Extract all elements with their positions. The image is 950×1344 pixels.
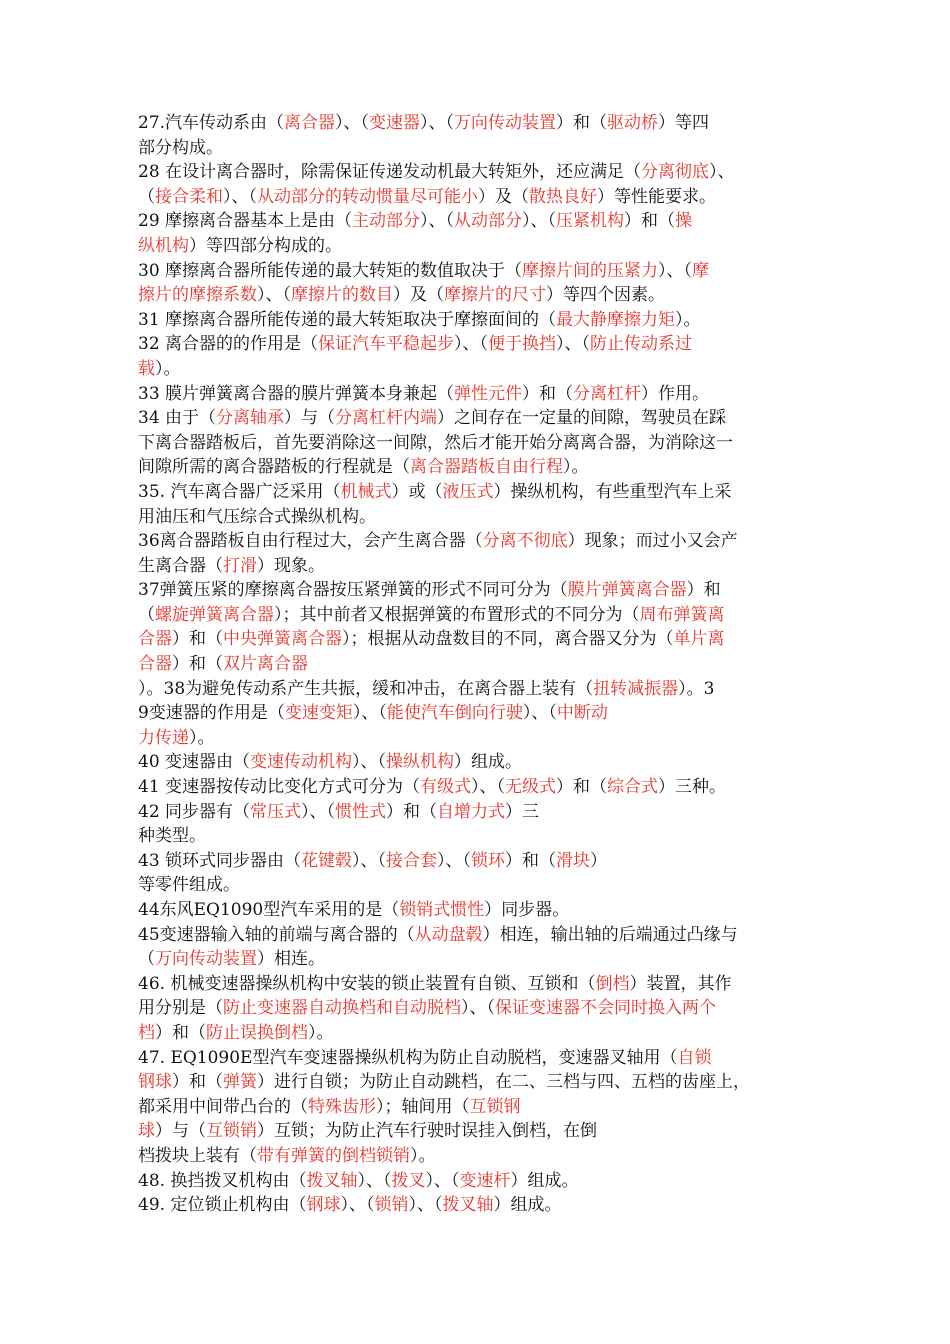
answer-text: 综合式 [607, 777, 659, 798]
answer-text: 分离轴承 [216, 408, 285, 429]
question-text: 42 同步器有（ [138, 801, 251, 822]
answer-text: 周布弹簧离 [639, 604, 725, 625]
answer-text: 扭转减振器 [593, 678, 679, 699]
question-text: （ [138, 186, 155, 207]
question-text: 9变速器的作用是（ [138, 703, 285, 724]
text-line [138, 554, 828, 579]
text-line [138, 185, 828, 210]
answer-text: 分离彻底 [641, 162, 710, 183]
text-line [138, 505, 828, 530]
answer-text: 接合柔和 [155, 186, 223, 207]
question-text: ）现象；而过小又会产 [567, 531, 738, 552]
answer-text: 分离杠杆 [573, 383, 642, 404]
question-text: ） [590, 850, 608, 871]
question-text: ）三 [505, 801, 540, 822]
question-text: 档拨块上装有（ [138, 1145, 257, 1166]
answer-text: 档 [138, 1022, 155, 1043]
answer-text: 合器 [138, 629, 172, 650]
question-text: 40 变速器由（ [138, 752, 251, 773]
question-text: 27.汽车传动系由（ [138, 113, 285, 133]
answer-text: 驱动桥 [607, 113, 659, 133]
answer-text: 惯性式 [335, 801, 387, 822]
text-line [138, 357, 828, 382]
text-line [138, 652, 828, 677]
text-line [138, 923, 828, 948]
text-line [138, 431, 828, 456]
answer-text: 摩 [692, 260, 710, 281]
question-text: ）、（ [420, 113, 455, 133]
question-text: ）、（ [420, 211, 455, 232]
answer-text: 散热良好 [529, 186, 597, 207]
question-text: ）作用。 [641, 383, 710, 404]
question-text: ）和（ [155, 1022, 206, 1043]
question-text: ）和（ [556, 113, 608, 133]
answer-text: 中央弹簧离合器 [223, 629, 342, 650]
answer-text: 防止传动系过 [590, 334, 693, 355]
answer-text: 纵机构 [138, 235, 189, 256]
answer-text: 摩擦片的数目 [291, 285, 393, 306]
answer-text: 能使汽车倒向行驶 [386, 703, 523, 724]
answer-text: 变速器 [369, 113, 421, 133]
answer-text: 摩擦片间的压紧力 [522, 260, 659, 281]
question-text: ）和（ [172, 1072, 223, 1093]
text-line [138, 627, 828, 652]
text-line [138, 996, 828, 1021]
question-text: 45变速器输入轴的前端与离合器的（ [138, 924, 415, 945]
answer-text: 万向传动装置 [155, 949, 257, 970]
question-text: ）、（ [352, 752, 387, 773]
answer-text: 互锁钢 [469, 1096, 521, 1117]
document-body [138, 111, 828, 1218]
question-text: ）。 [155, 358, 181, 379]
question-text: 47. EQ1090E型汽车变速器操纵机构为防止自动脱档，变速器叉轴用（ [138, 1047, 678, 1068]
answer-text: 分离杠杆内端 [335, 408, 438, 429]
question-text: ）相连，输出轴的后端通过凸缘与 [482, 924, 738, 945]
question-text: ）相连。 [257, 949, 325, 970]
answer-text: 变速变矩 [284, 703, 353, 724]
answer-text: 锁销式惯性 [399, 900, 485, 920]
text-line [138, 160, 828, 185]
answer-text: 拨叉轴 [306, 1170, 358, 1191]
question-text: ）组成。 [493, 1195, 562, 1216]
question-text: 用油压和气压综合式操纵机构。 [138, 506, 376, 527]
text-line [138, 849, 828, 874]
answer-text: 双片离合器 [223, 654, 308, 675]
question-text: ）、（ [522, 211, 557, 232]
answer-text: 滑块 [556, 850, 591, 871]
question-text: 29 摩擦离合器基本上是由（ [138, 211, 353, 232]
answer-text: 保证汽车平稳起步 [318, 334, 455, 355]
answer-text: 钢球 [306, 1195, 341, 1216]
text-line [138, 529, 828, 554]
answer-text: 载 [138, 358, 155, 379]
question-text: ）和（ [505, 850, 557, 871]
text-line [138, 406, 828, 431]
text-line [138, 1021, 828, 1046]
question-text: ）。 [410, 1145, 436, 1166]
question-text: ）、（ [454, 334, 489, 355]
answer-text: 螺旋弹簧离合器 [155, 604, 274, 625]
text-line [138, 1144, 828, 1169]
question-text: ）、（ [408, 1195, 443, 1216]
answer-text: 主动部分 [352, 211, 421, 232]
text-line [138, 332, 828, 357]
answer-text: 从动盘毂 [414, 924, 483, 945]
question-text: ）组成。 [510, 1170, 579, 1191]
question-text: ）及（ [478, 186, 529, 207]
answer-text: 自锁 [677, 1047, 712, 1068]
question-text: ）和（ [522, 383, 574, 404]
answer-text: 机械式 [340, 481, 392, 502]
question-text: 28 在设计离合器时，除需保证传递发动机最大转矩外，还应满足（ [138, 162, 642, 183]
answer-text: 拨叉 [391, 1170, 426, 1191]
answer-text: 单片离 [673, 629, 725, 650]
question-text: 34 由于（ [138, 408, 217, 429]
answer-text: 最大静摩擦力矩 [556, 309, 676, 330]
question-text: ）操纵机构，有些重型汽车上采 [493, 481, 732, 502]
question-text: 30 摩擦离合器所能传递的最大转矩的数值取决于（ [138, 260, 523, 281]
question-text: 33 膜片弹簧离合器的膜片弹簧本身兼起（ [138, 383, 455, 404]
question-text: ）等四 [658, 113, 710, 133]
question-text: ）、（ [257, 285, 291, 306]
text-line [138, 947, 828, 972]
question-text: 49. 定位锁止机构由（ [138, 1195, 307, 1216]
answer-text: 特殊齿形 [308, 1096, 376, 1117]
text-line [138, 308, 828, 333]
text-line [138, 259, 828, 284]
question-text: 37弹簧压紧的摩擦离合器按压紧弹簧的形式不同可分为（ [138, 580, 568, 601]
text-line [138, 972, 828, 997]
question-text: 都采用中间带凸台的（ [138, 1096, 308, 1117]
text-line [138, 283, 828, 308]
answer-text: 防止误换倒档 [206, 1022, 308, 1043]
question-text: 48. 换挡拨叉机构由（ [138, 1170, 307, 1191]
answer-text: 压紧机构 [556, 211, 625, 232]
answer-text: 分离不彻底 [482, 531, 568, 552]
text-line [138, 455, 828, 480]
question-text: ）和（ [556, 777, 608, 798]
answer-text: 力传递 [138, 727, 189, 748]
answer-text: 无级式 [505, 777, 557, 798]
answer-text: 常压式 [250, 801, 302, 822]
question-text: 36离合器踏板自由行程过大，会产生离合器（ [138, 531, 483, 552]
answer-text: 离合器踏板自由行程 [410, 457, 563, 478]
answer-text: 互锁销 [206, 1121, 257, 1142]
question-text: ）、 [709, 162, 735, 183]
answer-text: 膜片弹簧离合器 [567, 580, 687, 601]
text-line [138, 480, 828, 505]
answer-text: 花键毂 [301, 850, 353, 871]
answer-text: 操纵机构 [386, 752, 455, 773]
question-text: 31 摩擦离合器所能传递的最大转矩取决于摩擦面间的（ [138, 309, 557, 330]
answer-text: 离合器 [284, 113, 336, 133]
answer-text: 从动部分 [454, 211, 523, 232]
answer-text: 拨叉轴 [442, 1195, 494, 1216]
question-text: ）同步器。 [484, 900, 570, 920]
text-line [138, 775, 828, 800]
text-line [138, 726, 828, 751]
text-line [138, 1169, 828, 1194]
question-text: ）互锁；为防止汽车行驶时误挂入倒档，在倒 [257, 1121, 597, 1142]
question-text: 种类型。 [138, 826, 206, 847]
question-text: 35. 汽车离合器广泛采用（ [138, 481, 341, 502]
text-line [138, 1119, 828, 1144]
answer-text: 防止变速器自动换档和自动脱档 [223, 998, 461, 1019]
question-text: ）、（ [556, 334, 591, 355]
question-text: ）或（ [391, 481, 443, 502]
question-text: ）。 [675, 309, 701, 330]
text-line [138, 677, 828, 702]
text-line [138, 603, 828, 628]
question-text: ）。 [563, 457, 589, 478]
question-text: ）进行自锁；为防止自动跳档，在二、三档与四、五档的齿座上， [257, 1072, 750, 1093]
text-line [138, 1070, 828, 1095]
question-text: ）。 [189, 727, 215, 748]
question-text: ）等性能要求。 [597, 186, 716, 207]
question-text: ）三种。 [658, 777, 727, 798]
question-text: 41 变速器按传动比变化方式可分为（ [138, 777, 421, 798]
answer-text: 带有弹簧的倒档锁销 [257, 1145, 410, 1166]
question-text: ）等四个因素。 [546, 285, 665, 306]
question-text: ）和 [686, 580, 721, 601]
question-text: ）和（ [172, 654, 223, 675]
question-text: 部分构成。 [138, 137, 223, 158]
text-line [138, 701, 828, 726]
question-text: ）与（ [284, 408, 336, 429]
text-line [138, 750, 828, 775]
question-text: ）；轴间用（ [376, 1096, 470, 1117]
answer-text: 锁销 [374, 1195, 409, 1216]
question-text: 43 锁环式同步器由（ [138, 850, 302, 871]
text-line [138, 382, 828, 407]
text-line [138, 578, 828, 603]
question-text: ）、（ [357, 1170, 392, 1191]
question-text: ）、（ [301, 801, 336, 822]
answer-text: 便于换挡 [488, 334, 557, 355]
question-text: ）、（ [352, 850, 387, 871]
answer-text: 液压式 [442, 481, 494, 502]
question-text: ）之间存在一定量的间隙，驾驶员在踩 [437, 408, 727, 429]
answer-text: 中断动 [556, 703, 608, 724]
question-text: ）和（ [624, 211, 676, 232]
text-line [138, 234, 828, 259]
answer-text: 摩擦片的尺寸 [444, 285, 546, 306]
question-text: ）组成。 [454, 752, 523, 773]
text-line [138, 209, 828, 234]
text-line [138, 800, 828, 825]
question-text: 间隙所需的离合器踏板的行程就是（ [138, 457, 410, 478]
question-text: ）。38为避免传动系产生共振，缓和冲击，在离合器上装有（ [138, 678, 594, 699]
answer-text: 接合套 [386, 850, 438, 871]
text-line [138, 1095, 828, 1120]
text-line [138, 873, 828, 898]
answer-text: 锁环 [471, 850, 506, 871]
answer-text: 保证变速器不会同时换入两个 [495, 998, 716, 1019]
question-text: ）现象。 [257, 555, 325, 576]
text-line [138, 1193, 828, 1218]
question-text: ）、（ [223, 186, 257, 207]
answer-text: 从动部分的转动惯量尽可能小 [257, 186, 478, 207]
question-text: ）装置，其作 [629, 973, 732, 994]
question-text: ）；其中前者又根据弹簧的布置形式的不同分为（ [274, 604, 640, 625]
question-text: ）、（ [658, 260, 693, 281]
text-line [138, 898, 828, 923]
question-text: ）、（ [425, 1170, 460, 1191]
answer-text: 钢球 [138, 1072, 172, 1093]
question-text: 生离合器（ [138, 555, 223, 576]
question-text: 等零件组成。 [138, 875, 240, 896]
answer-text: 变速传动机构 [250, 752, 353, 773]
question-text: 44东风EQ1090型汽车采用的是（ [138, 900, 400, 920]
question-text: ）、（ [471, 777, 506, 798]
question-text: 32 离合器的的作用是（ [138, 334, 319, 355]
text-line [138, 1046, 828, 1071]
answer-text: 自增力式 [437, 801, 506, 822]
question-text: （ [138, 604, 155, 625]
answer-text: 打滑 [223, 555, 257, 576]
answer-text: 倒档 [595, 973, 630, 994]
answer-text: 合器 [138, 654, 172, 675]
answer-text: 擦片的摩擦系数 [138, 285, 257, 306]
answer-text: 变速杆 [459, 1170, 511, 1191]
question-text: ）；根据从动盘数目的不同，离合器又分为（ [342, 629, 674, 650]
question-text: ）、（ [461, 998, 495, 1019]
text-line [138, 824, 828, 849]
question-text: ）、（ [522, 703, 557, 724]
question-text: 用分别是（ [138, 998, 223, 1019]
answer-text: 万向传动装置 [454, 113, 557, 133]
question-text: ）、（ [340, 1195, 375, 1216]
answer-text: 弹簧 [223, 1072, 257, 1093]
text-line [138, 136, 828, 161]
text-line [138, 111, 828, 136]
question-text: ）及（ [393, 285, 444, 306]
question-text: ）与（ [155, 1121, 206, 1142]
question-text: ）。3 [678, 678, 715, 699]
question-text: ）。 [308, 1022, 334, 1043]
question-text: ）、（ [437, 850, 472, 871]
question-text: ）和（ [386, 801, 438, 822]
question-text: ）等四部分构成的。 [189, 235, 342, 256]
question-text: 46. 机械变速器操纵机构中安装的锁止装置有自锁、互锁和（ [138, 973, 596, 994]
answer-text: 有级式 [420, 777, 472, 798]
question-text: ）、（ [352, 703, 387, 724]
question-text: （ [138, 949, 155, 970]
question-text: 下离合器踏板后，首先要消除这一间隙，然后才能开始分离离合器，为消除这一 [138, 432, 733, 453]
question-text: ）和（ [172, 629, 223, 650]
answer-text: 球 [138, 1121, 155, 1142]
answer-text: 操 [675, 211, 693, 232]
answer-text: 弹性元件 [454, 383, 523, 404]
question-text: ）、（ [335, 113, 370, 133]
